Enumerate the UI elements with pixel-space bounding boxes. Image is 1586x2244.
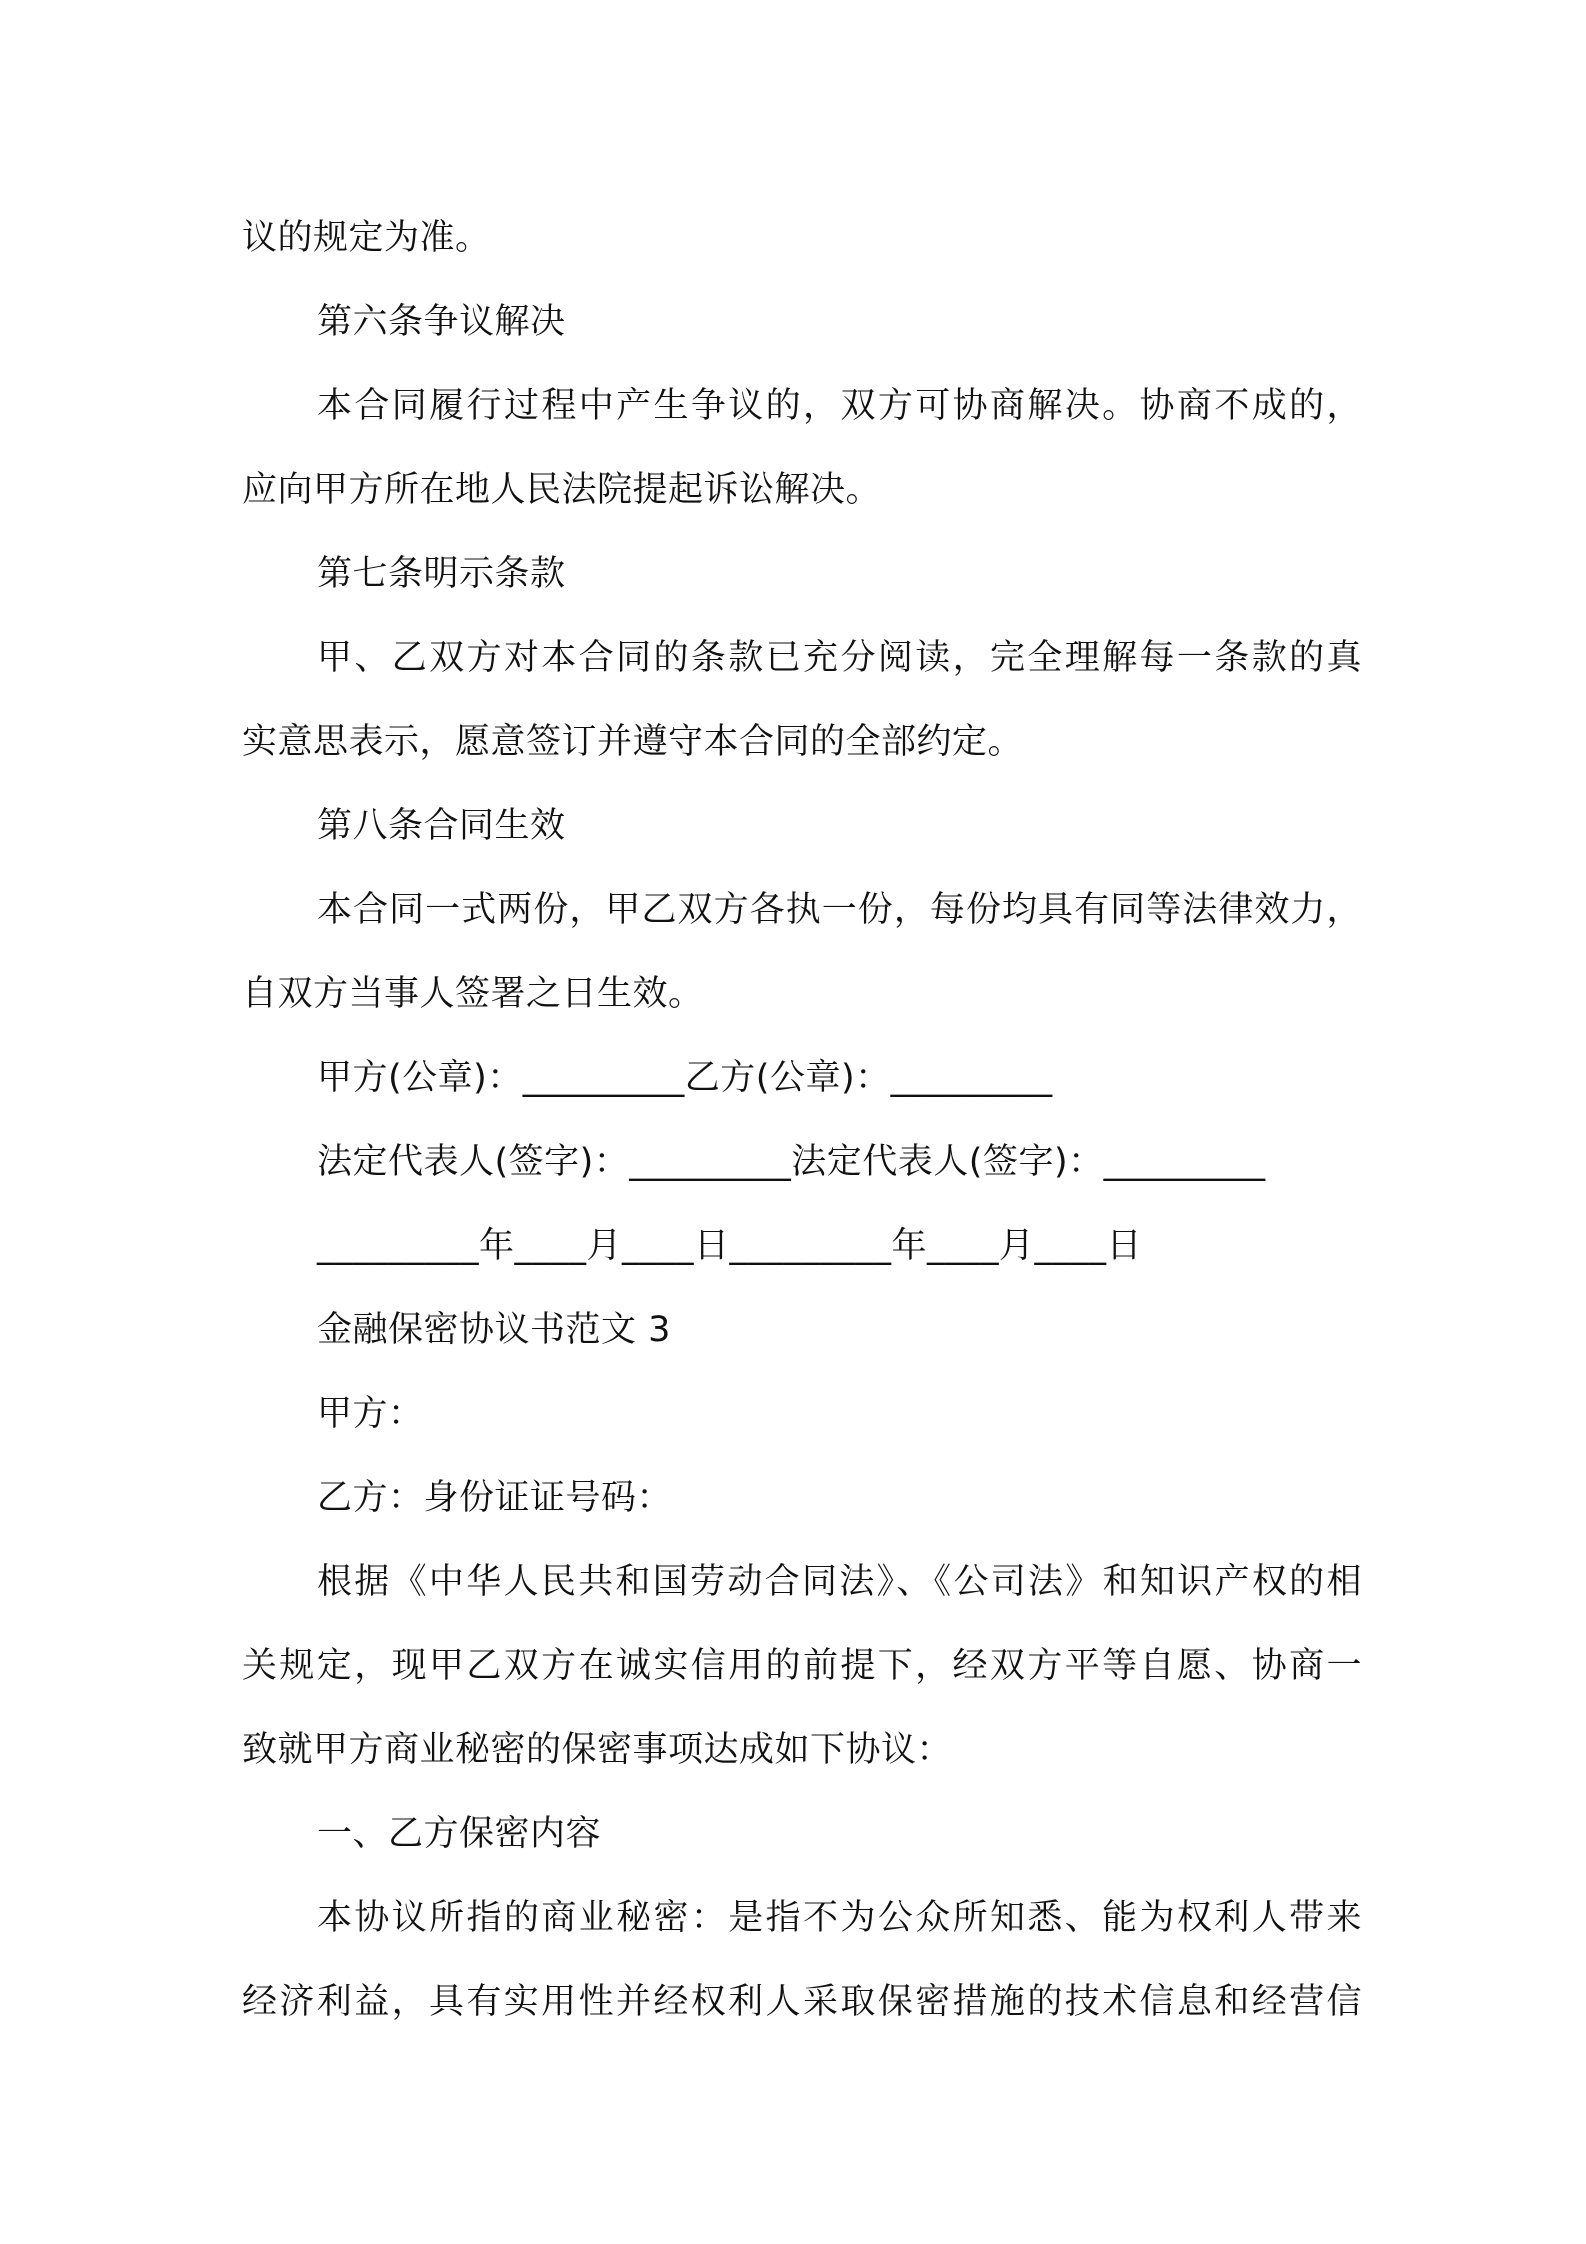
party-a-label: 甲方： [317,1394,424,1434]
clause-6-text-line-1: 本合同履行过程中产生争议的，双方可协商解决。协商不成的， [317,386,1362,426]
clause-6-heading: 第六条争议解决 [317,302,566,342]
clause-6-text-line-2: 应向甲方所在地人民法院提起诉讼解决。 [242,470,882,510]
section-title: 金融保密协议书范文 3 [317,1310,671,1350]
clause-7-text-line-1: 甲、乙双方对本合同的条款已充分阅读，完全理解每一条款的真 [317,638,1362,678]
clause-7-text-line-2: 实意思表示，愿意签订并遵守本合同的全部约定。 [242,722,1024,762]
document-body [242,196,1362,2044]
preamble-line-3: 致就甲方商业秘密的保密事项达成如下协议： [242,1730,953,1770]
clause-8-text-line-2: 自双方当事人签署之日生效。 [242,974,704,1014]
article-1-heading: 一、乙方保密内容 [317,1814,602,1854]
preamble-line-2: 关规定，现甲乙双方在诚实信用的前提下，经双方平等自愿、协商一 [242,1646,1362,1686]
clause-8-text-line-1: 本合同一式两份，甲乙双方各执一份，每份均具有同等法律效力， [317,890,1362,930]
clause-7-heading: 第七条明示条款 [317,554,566,594]
signature-seal-line: 甲方(公章)：_________乙方(公章)：_________ [317,1058,1053,1098]
clause-5-continuation: 议的规定为准。 [242,218,491,258]
clause-8-heading: 第八条合同生效 [317,806,566,846]
preamble-line-1: 根据《中华人民共和国劳动合同法》、《公司法》和知识产权的相 [317,1562,1362,1602]
article-1-text-line-1: 本协议所指的商业秘密：是指不为公众所知悉、能为权利人带来 [317,1898,1362,1938]
signature-representative-line: 法定代表人(签字)：_________法定代表人(签字)：_________ [317,1142,1266,1182]
signature-date-line: _________年____月____日_________年____月____日 [317,1226,1143,1266]
article-1-text-line-2: 经济利益，具有实用性并经权利人采取保密措施的技术信息和经营信 [242,1982,1362,2022]
party-b-label: 乙方：身份证证号码： [317,1478,673,1518]
